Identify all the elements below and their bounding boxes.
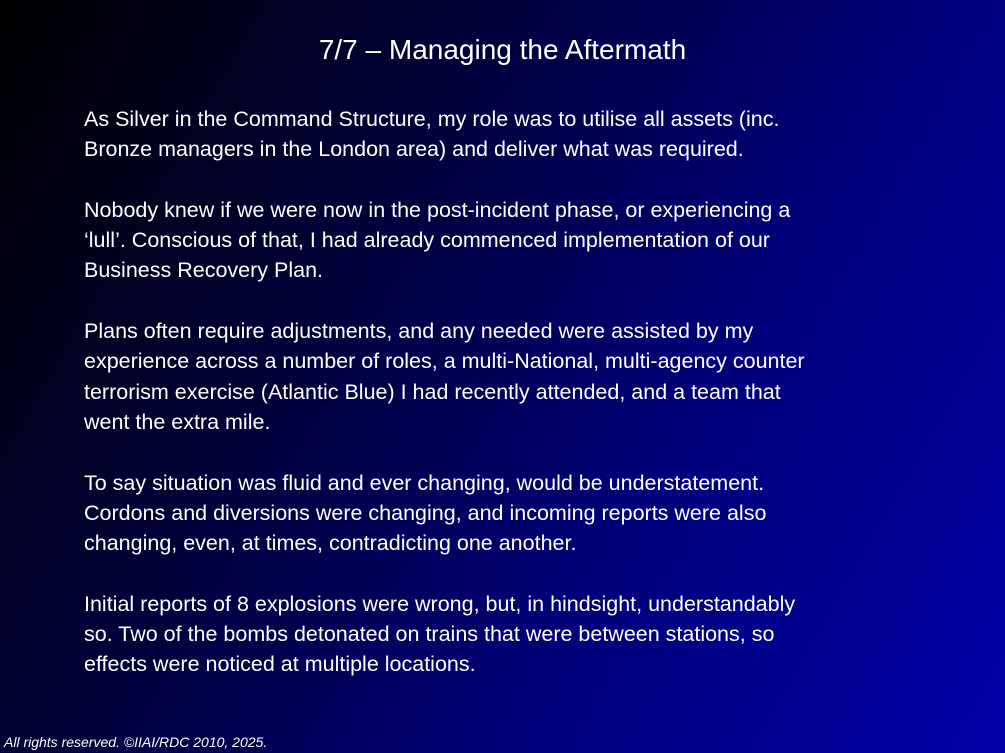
paragraph-initial-reports: Initial reports of 8 explosions were wrong, but, in hindsight, understandably so. Two of the bombs detonated on trains that were between stations, so effects were noticed at multiple locations. xyxy=(84,591,796,677)
copyright-footer: All rights reserved. ©IIAI/RDC 2010, 2025. xyxy=(4,734,268,750)
paragraph-post-incident-phase: Nobody knew if we were now in the post-incident phase, or experiencing a ‘lull’. Conscious of that, I had already commenced implementation of our Business Recovery Plan. xyxy=(84,197,791,283)
paragraph-fluid-situation: To say situation was fluid and ever changing, would be understatement. Cordons and diversions were changing, and incoming reports were also changing, even, at times, contradicting one another. xyxy=(84,470,767,556)
slide-body xyxy=(84,104,964,710)
paragraph-plan-adjustments: Plans often require adjustments, and any needed were assisted by my experience across a number of roles, a multi-National, multi-agency counter terrorism exercise (Atlantic Blue) I had recently attended, and a team that went the extra mile. xyxy=(84,319,805,434)
slide-title: 7/7 – Managing the Aftermath xyxy=(318,34,687,65)
paragraph-silver-role: As Silver in the Command Structure, my role was to utilise all assets (inc. Bronze managers in the London area) and deliver what was required. xyxy=(84,107,780,162)
